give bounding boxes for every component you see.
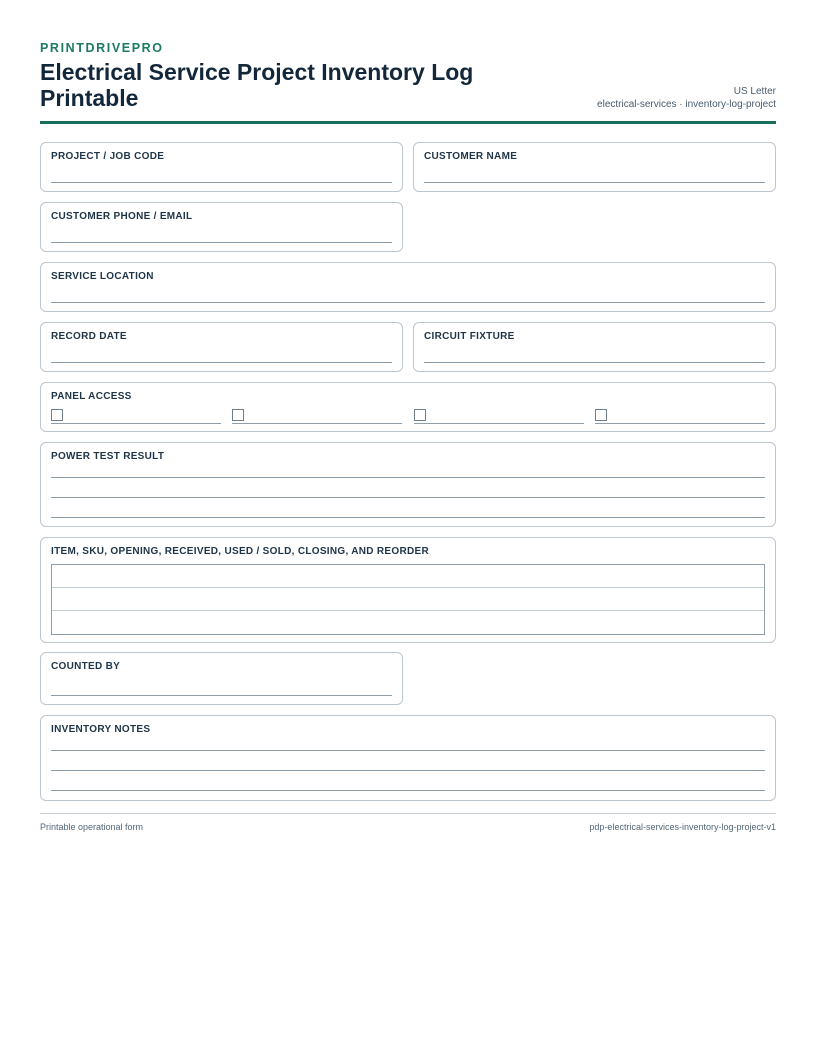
paper-size: US Letter — [733, 86, 776, 97]
footer-rule — [40, 813, 776, 814]
power-test-result-label: POWER TEST RESULT — [51, 451, 165, 462]
table-row[interactable] — [52, 588, 764, 611]
table-row[interactable] — [52, 565, 764, 588]
footer-right-text: pdp-electrical-services-inventory-log-project-v1 — [589, 822, 776, 832]
panel-access-option-1[interactable] — [51, 409, 221, 425]
power-test-result-field[interactable] — [40, 442, 776, 527]
counted-by-field[interactable] — [40, 652, 403, 705]
option-line[interactable] — [595, 423, 765, 424]
customer-name-field[interactable] — [413, 142, 776, 192]
record-date-field[interactable] — [40, 322, 403, 372]
panel-access-option-4[interactable] — [595, 409, 765, 425]
service-location-label: SERVICE LOCATION — [51, 271, 154, 282]
option-line[interactable] — [51, 423, 221, 424]
service-location-line[interactable] — [51, 302, 765, 303]
inventory-table — [51, 564, 765, 635]
page-title: Electrical Service Project Inventory Log Printable — [40, 59, 474, 111]
customer-phone-email-label: CUSTOMER PHONE / EMAIL — [51, 211, 193, 222]
customer-name-label: CUSTOMER NAME — [424, 151, 518, 162]
project-job-code-line[interactable] — [51, 182, 392, 183]
form-slug: electrical-services · inventory-log-project — [597, 99, 776, 110]
counted-by-label: COUNTED BY — [51, 661, 121, 672]
page-meta — [597, 85, 776, 111]
customer-phone-email-field[interactable] — [40, 202, 403, 252]
customer-phone-email-line[interactable] — [51, 242, 392, 243]
brand-name: PRINTDRIVEPRO — [40, 41, 164, 55]
footer-left-text: Printable operational form — [40, 822, 144, 832]
checkbox-icon[interactable] — [595, 409, 607, 421]
writing-line[interactable] — [51, 790, 765, 791]
service-location-field[interactable] — [40, 262, 776, 312]
inventory-notes-field[interactable] — [40, 715, 776, 801]
inventory-table-label: ITEM, SKU, OPENING, RECEIVED, USED / SOLD, CLOSING, AND REORDER — [51, 546, 430, 557]
panel-access-field — [40, 382, 776, 432]
checkbox-icon[interactable] — [51, 409, 63, 421]
table-row[interactable] — [52, 611, 764, 634]
project-job-code-field[interactable] — [40, 142, 403, 192]
record-date-line[interactable] — [51, 362, 392, 363]
panel-access-option-3[interactable] — [414, 409, 584, 425]
writing-line[interactable] — [51, 750, 765, 751]
writing-line[interactable] — [51, 477, 765, 478]
circuit-fixture-label: CIRCUIT FIXTURE — [424, 331, 515, 342]
counted-by-line[interactable] — [51, 695, 392, 696]
writing-line[interactable] — [51, 497, 765, 498]
checkbox-icon[interactable] — [232, 409, 244, 421]
circuit-fixture-line[interactable] — [424, 362, 765, 363]
project-job-code-label: PROJECT / JOB CODE — [51, 151, 165, 162]
option-line[interactable] — [232, 423, 402, 424]
option-line[interactable] — [414, 423, 584, 424]
inventory-table-section — [40, 537, 776, 643]
inventory-notes-label: INVENTORY NOTES — [51, 724, 151, 735]
checkbox-icon[interactable] — [414, 409, 426, 421]
header-rule — [40, 121, 776, 124]
writing-line[interactable] — [51, 770, 765, 771]
circuit-fixture-field[interactable] — [413, 322, 776, 372]
customer-name-line[interactable] — [424, 182, 765, 183]
panel-access-option-2[interactable] — [232, 409, 402, 425]
record-date-label: RECORD DATE — [51, 331, 127, 342]
writing-line[interactable] — [51, 517, 765, 518]
panel-access-label: PANEL ACCESS — [51, 391, 132, 402]
